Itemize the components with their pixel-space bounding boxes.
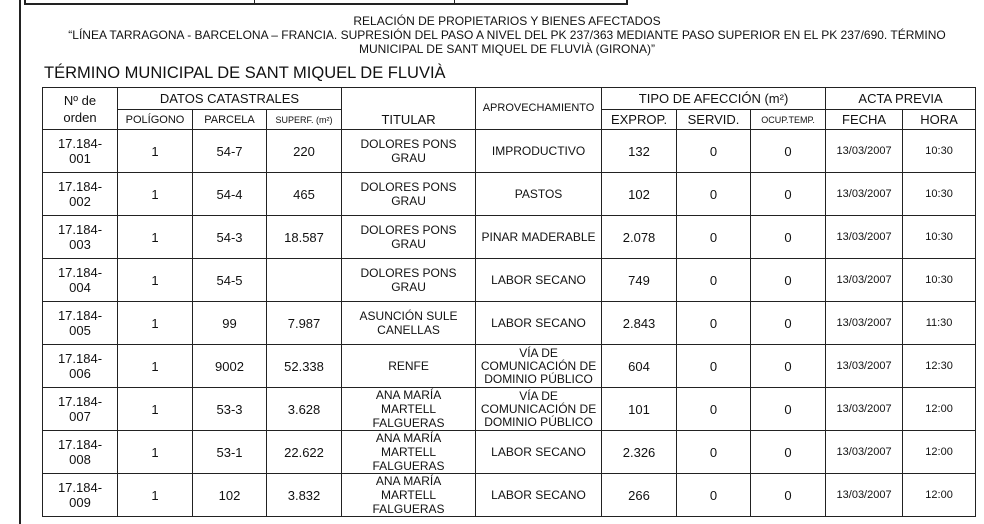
cell-superficie: 220: [267, 130, 342, 173]
col-superficie: SUPERF. (m²): [267, 110, 342, 130]
cell-parcela: 102: [193, 474, 267, 517]
cell-exprop: 266: [602, 474, 677, 517]
cell-orden: 17.184-009: [43, 474, 118, 517]
cell-orden: 17.184-006: [43, 345, 118, 388]
cell-parcela: 53-3: [193, 388, 267, 431]
table-row: [43, 388, 976, 431]
table-row: [43, 474, 976, 517]
cell-poligono: 1: [118, 388, 193, 431]
cell-fecha: 13/03/2007: [826, 173, 903, 216]
cell-hora: 10:30: [903, 216, 976, 259]
cell-aprovechamiento: VÍA DE COMUNICACIÓN DE DOMINIO PÚBLICO: [476, 345, 602, 388]
cell-poligono: 1: [118, 259, 193, 302]
cell-parcela: 54-3: [193, 216, 267, 259]
col-poligono: POLÍGONO: [118, 110, 193, 130]
cell-superficie: 7.987: [267, 302, 342, 345]
cell-hora: 12:30: [903, 345, 976, 388]
table-row: [43, 431, 976, 474]
cell-superficie: 3.832: [267, 474, 342, 517]
table-row: [43, 130, 976, 173]
cell-ocup-temp: 0: [751, 431, 826, 474]
cell-fecha: 13/03/2007: [826, 216, 903, 259]
cell-exprop: 604: [602, 345, 677, 388]
table-row: [43, 302, 976, 345]
cell-ocup-temp: 0: [751, 173, 826, 216]
col-fecha: FECHA: [826, 110, 903, 130]
cell-ocup-temp: 0: [751, 474, 826, 517]
cell-exprop: 102: [602, 173, 677, 216]
cell-servid: 0: [677, 130, 751, 173]
owners-table: [42, 87, 976, 517]
col-datos-catastrales: DATOS CATASTRALES: [118, 88, 342, 110]
cell-poligono: 1: [118, 474, 193, 517]
col-orden: Nº de orden: [43, 88, 118, 130]
table-row: [43, 216, 976, 259]
cell-titular: DOLORES PONS GRAU: [342, 216, 476, 259]
col-ocup-temp: OCUP.TEMP.: [751, 110, 826, 130]
previous-table-edge: [24, 0, 628, 5]
cell-titular: ANA MARÍA MARTELL FALGUERAS: [342, 431, 476, 474]
cell-poligono: 1: [118, 431, 193, 474]
cell-aprovechamiento: VÍA DE COMUNICACIÓN DE DOMINIO PÚBLICO: [476, 388, 602, 431]
cell-hora: 10:30: [903, 130, 976, 173]
cell-fecha: 13/03/2007: [826, 388, 903, 431]
cell-fecha: 13/03/2007: [826, 345, 903, 388]
cell-titular: RENFE: [342, 345, 476, 388]
cell-servid: 0: [677, 259, 751, 302]
cell-hora: 12:00: [903, 388, 976, 431]
table-row: [43, 345, 976, 388]
cell-hora: 12:00: [903, 431, 976, 474]
cell-exprop: 2.843: [602, 302, 677, 345]
cell-titular: ANA MARÍA MARTELL FALGUERAS: [342, 388, 476, 431]
cell-poligono: 1: [118, 173, 193, 216]
cell-ocup-temp: 0: [751, 345, 826, 388]
cell-aprovechamiento: IMPRODUCTIVO: [476, 130, 602, 173]
cell-hora: 10:30: [903, 259, 976, 302]
col-titular: TITULAR: [342, 88, 476, 130]
cell-parcela: 54-7: [193, 130, 267, 173]
col-aprovechamiento: APROVECHAMIENTO: [476, 88, 602, 130]
cell-orden: 17.184-008: [43, 431, 118, 474]
cell-parcela: 99: [193, 302, 267, 345]
col-exprop: EXPROP.: [602, 110, 677, 130]
col-hora: HORA: [903, 110, 976, 130]
cell-poligono: 1: [118, 302, 193, 345]
cell-superficie: 3.628: [267, 388, 342, 431]
cell-servid: 0: [677, 388, 751, 431]
cell-orden: 17.184-005: [43, 302, 118, 345]
cell-fecha: 13/03/2007: [826, 130, 903, 173]
cell-superficie: 18.587: [267, 216, 342, 259]
cell-titular: DOLORES PONS GRAU: [342, 130, 476, 173]
cell-orden: 17.184-003: [43, 216, 118, 259]
cell-servid: 0: [677, 302, 751, 345]
cell-superficie: 465: [267, 173, 342, 216]
table-row: [43, 173, 976, 216]
cell-orden: 17.184-004: [43, 259, 118, 302]
cell-exprop: 132: [602, 130, 677, 173]
municipality-heading: TÉRMINO MUNICIPAL DE SANT MIQUEL DE FLUVIÀ: [44, 64, 446, 82]
cell-parcela: 53-1: [193, 431, 267, 474]
cell-ocup-temp: 0: [751, 259, 826, 302]
cell-aprovechamiento: LABOR SECANO: [476, 474, 602, 517]
cell-fecha: 13/03/2007: [826, 431, 903, 474]
cell-aprovechamiento: LABOR SECANO: [476, 259, 602, 302]
cell-parcela: 54-5: [193, 259, 267, 302]
cell-servid: 0: [677, 345, 751, 388]
cell-titular: DOLORES PONS GRAU: [342, 259, 476, 302]
cell-servid: 0: [677, 431, 751, 474]
cell-ocup-temp: 0: [751, 388, 826, 431]
cell-servid: 0: [677, 216, 751, 259]
cell-aprovechamiento: PASTOS: [476, 173, 602, 216]
cell-ocup-temp: 0: [751, 302, 826, 345]
cell-superficie: [267, 259, 342, 302]
cell-orden: 17.184-007: [43, 388, 118, 431]
project-description: “LÍNEA TARRAGONA - BARCELONA – FRANCIA. SUPRESIÓN DEL PASO A NIVEL DEL PK 237/363 MEDIANTE PASO SUPERIOR EN EL PK 237/690. TÉRMINO: [68, 28, 946, 42]
cell-exprop: 749: [602, 259, 677, 302]
table-row: [43, 259, 976, 302]
cell-poligono: 1: [118, 345, 193, 388]
cell-exprop: 2.326: [602, 431, 677, 474]
cell-hora: 12:00: [903, 474, 976, 517]
cell-exprop: 2.078: [602, 216, 677, 259]
cell-fecha: 13/03/2007: [826, 474, 903, 517]
cell-parcela: 54-4: [193, 173, 267, 216]
cell-fecha: 13/03/2007: [826, 302, 903, 345]
cell-aprovechamiento: LABOR SECANO: [476, 431, 602, 474]
col-servid: SERVID.: [677, 110, 751, 130]
cell-poligono: 1: [118, 130, 193, 173]
cell-orden: 17.184-001: [43, 130, 118, 173]
cell-superficie: 22.622: [267, 431, 342, 474]
cell-orden: 17.184-002: [43, 173, 118, 216]
page-margin-line: [19, 0, 21, 524]
cell-aprovechamiento: LABOR SECANO: [476, 302, 602, 345]
col-acta-previa: ACTA PREVIA: [826, 88, 976, 110]
cell-superficie: 52.338: [267, 345, 342, 388]
cell-titular: ANA MARÍA MARTELL FALGUERAS: [342, 474, 476, 517]
cell-parcela: 9002: [193, 345, 267, 388]
cell-servid: 0: [677, 173, 751, 216]
cell-exprop: 101: [602, 388, 677, 431]
cell-poligono: 1: [118, 216, 193, 259]
cell-fecha: 13/03/2007: [826, 259, 903, 302]
project-description-cont: MUNICIPAL DE SANT MIQUEL DE FLUVIÀ (GIRONA)”: [358, 42, 656, 56]
cell-hora: 11:30: [903, 302, 976, 345]
col-parcela: PARCELA: [193, 110, 267, 130]
cell-ocup-temp: 0: [751, 130, 826, 173]
cell-hora: 10:30: [903, 173, 976, 216]
col-tipo-afeccion: TIPO DE AFECCIÓN (m²): [602, 88, 826, 110]
document-title: RELACIÓN DE PROPIETARIOS Y BIENES AFECTADOS: [353, 14, 661, 28]
cell-aprovechamiento: PINAR MADERABLE: [476, 216, 602, 259]
cell-titular: ASUNCIÓN SULE CANELLAS: [342, 302, 476, 345]
cell-ocup-temp: 0: [751, 216, 826, 259]
cell-servid: 0: [677, 474, 751, 517]
cell-titular: DOLORES PONS GRAU: [342, 173, 476, 216]
